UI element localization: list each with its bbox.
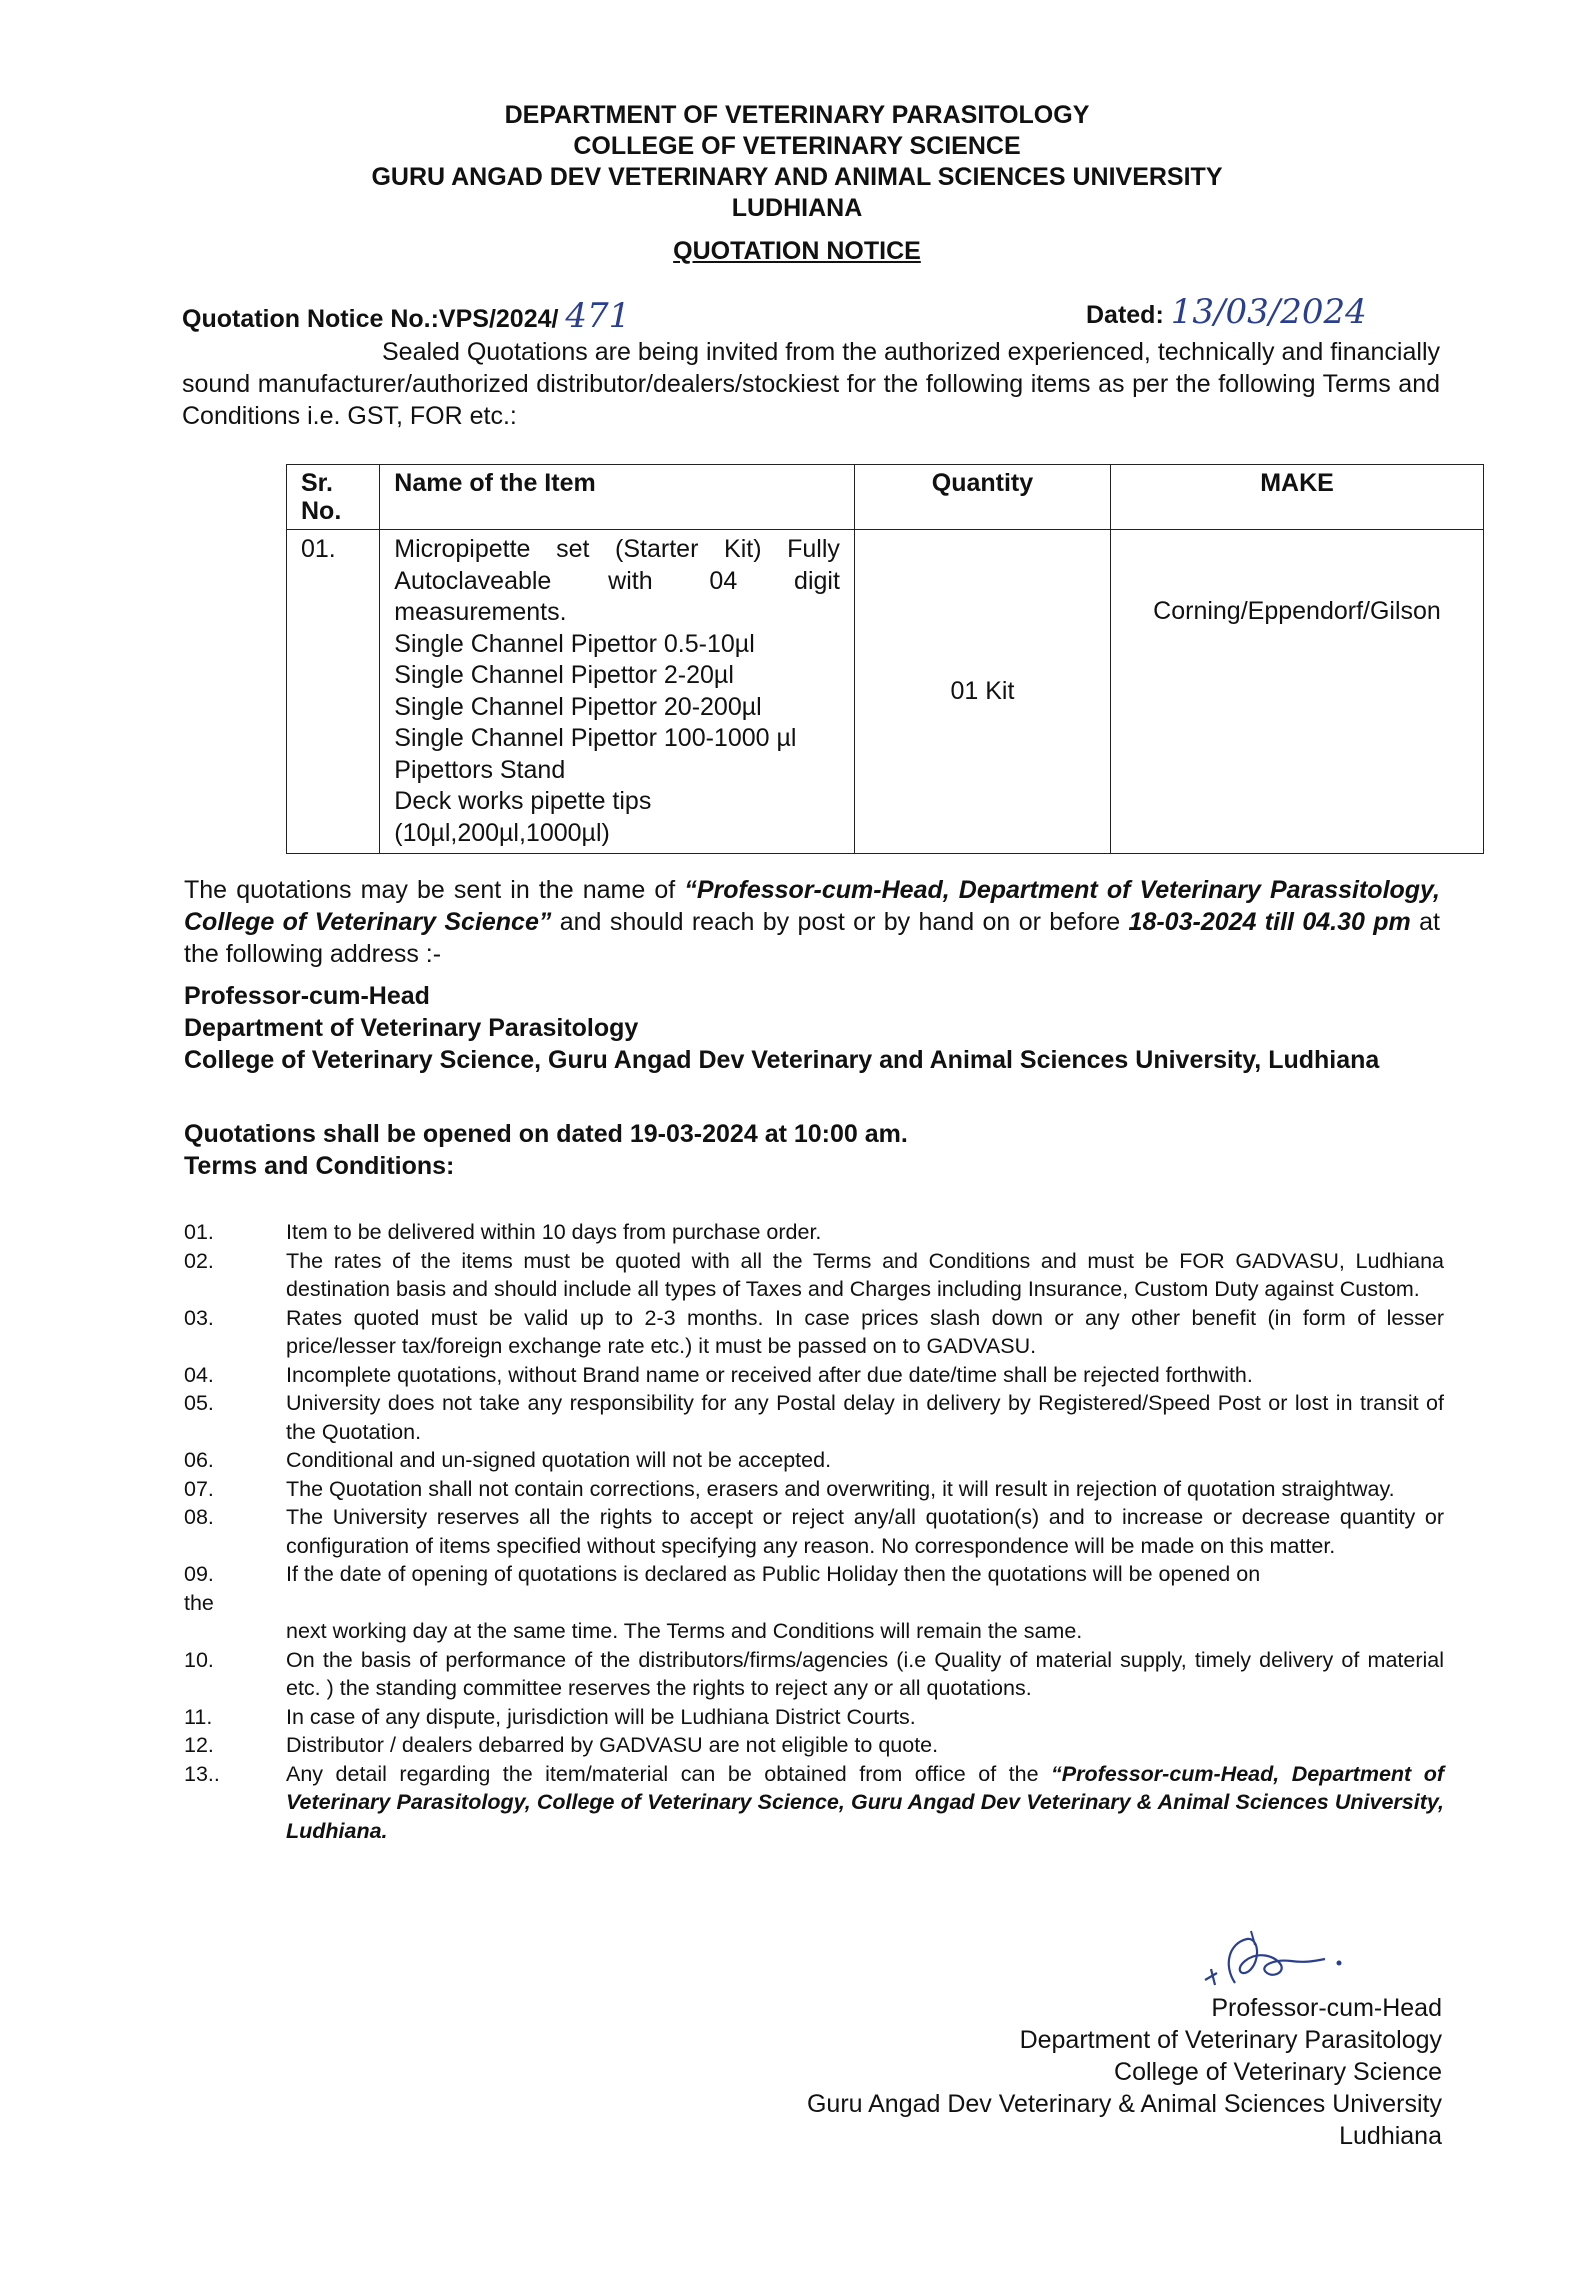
term-text: The rates of the items must be quoted with all the Terms and Conditions and must be FOR GADVASU, Ludhiana destination basis and should include all types of Taxes and Charges including Insurance, Custom Duty against Custom.	[286, 1248, 1444, 1301]
term-item	[184, 1304, 1444, 1361]
item-line: Single Channel Pipettor 100-1000 µl	[394, 724, 797, 752]
term-text: The Quotation shall not contain corrections, erasers and overwriting, it will result in rejection of quotation straightway.	[286, 1476, 1395, 1501]
term-item-continued	[184, 1617, 1444, 1646]
address-line: Department of Veterinary Parasitology	[184, 1014, 639, 1042]
submission-deadline: 18-03-2024 till 04.30 pm	[1128, 908, 1411, 936]
terms-list	[184, 1218, 1444, 1845]
department-name: DEPARTMENT OF VETERINARY PARASITOLOGY	[504, 101, 1090, 129]
term-number: 11.	[184, 1704, 213, 1729]
term-text: Rates quoted must be valid up to 2-3 months. In case prices slash down or any other benefit (in form of lesser price/lesser tax/foreign exchange rate etc.) it must be passed on to GADVASU.	[286, 1305, 1444, 1358]
item-line: (10µl,200µl,1000µl)	[394, 818, 610, 847]
notice-number-handwritten: 471	[565, 296, 631, 336]
term-item	[184, 1361, 1444, 1390]
notice-date	[1086, 292, 1367, 332]
city-name: LUDHIANA	[731, 194, 863, 222]
signature-scribble-icon	[1195, 1925, 1385, 1995]
signatory-department: Department of Veterinary Parasitology	[1019, 2026, 1442, 2054]
cell-make	[1110, 530, 1483, 854]
address-line: College of Veterinary Science, Guru Angad Dev Veterinary and Animal Sciences University, Ludhiana	[184, 1046, 1380, 1074]
term-number: 07.	[184, 1476, 214, 1501]
header-quantity: Quantity	[854, 465, 1110, 530]
notice-number-label: Quotation Notice No.:VPS/2024/	[182, 305, 559, 333]
term-text: Conditional and un-signed quotation will not be accepted.	[286, 1448, 832, 1472]
term-text	[286, 1760, 1444, 1846]
submission-paragraph	[184, 874, 1440, 970]
notice-number	[182, 296, 630, 336]
term-text: Distributor / dealers debarred by GADVASU are not eligible to quote.	[286, 1733, 939, 1757]
notice-title: QUOTATION NOTICE	[673, 237, 921, 265]
term-item-continued	[184, 1589, 1444, 1618]
term-number: 12.	[184, 1733, 214, 1757]
signatory-college: College of Veterinary Science	[1114, 2058, 1442, 2086]
college-name: COLLEGE OF VETERINARY SCIENCE	[573, 132, 1021, 160]
signatory-title: Professor-cum-Head	[1211, 1994, 1442, 2022]
term-text: University does not take any responsibility for any Postal delay in delivery by Registered/Speed Post or lost in transit of the Quotation.	[286, 1391, 1444, 1444]
item-line: Single Channel Pipettor 20-200µl	[394, 692, 762, 721]
term-item	[184, 1703, 1444, 1732]
item-line: Single Channel Pipettor 2-20µl	[394, 661, 734, 689]
terms-heading: Terms and Conditions:	[184, 1152, 455, 1180]
term-item	[184, 1247, 1444, 1304]
header-sr-no: Sr. No.	[287, 465, 380, 530]
items-table	[286, 464, 1484, 854]
term-text: On the basis of performance of the distributors/firms/agencies (i.e Quality of material supply, timely delivery of material etc. ) the standing committee reserves the rights to reject any or all quotations.	[286, 1647, 1444, 1700]
item-description: Micropipette set (Starter Kit) Fully Autoclaveable with 04 digit measurements.	[394, 535, 840, 626]
term-item	[184, 1503, 1444, 1560]
term-text-emphasis: “Professor-cum-Head, Department of Veterinary Parasitology, College of Veterinary Science, Guru Angad Dev Veterinary & Animal Sciences University, Ludhiana.	[286, 1761, 1444, 1843]
table-row	[287, 530, 1484, 854]
term-item	[184, 1446, 1444, 1475]
table-header-row	[287, 465, 1484, 530]
intro-paragraph	[182, 336, 1440, 432]
term-text-plain: Any detail regarding the item/material can be obtained from office of the	[286, 1761, 1052, 1786]
header-item-name: Name of the Item	[380, 465, 855, 530]
term-text: In case of any dispute, jurisdiction will be Ludhiana District Courts.	[286, 1704, 916, 1729]
term-item	[184, 1646, 1444, 1703]
university-name: GURU ANGAD DEV VETERINARY AND ANIMAL SCIENCES UNIVERSITY	[371, 163, 1223, 191]
term-item	[184, 1560, 1444, 1589]
term-item	[184, 1389, 1444, 1446]
cell-sr-no: 01.	[287, 530, 380, 854]
document-header	[0, 100, 1594, 267]
term-number: 03.	[184, 1305, 214, 1330]
term-number: 04.	[184, 1362, 214, 1387]
signatory-city: Ludhiana	[1339, 2122, 1442, 2150]
term-number: 13..	[184, 1761, 220, 1786]
item-line: Pipettors Stand	[394, 755, 566, 784]
term-number: 02.	[184, 1248, 214, 1273]
term-number: 06.	[184, 1448, 214, 1472]
term-item	[184, 1760, 1444, 1846]
submission-text: The quotations may be sent in the name of	[184, 876, 685, 904]
item-line: Single Channel Pipettor 0.5-10µl	[394, 629, 755, 658]
term-overflow-word: the	[184, 1590, 214, 1615]
intro-text: Sealed Quotations are being invited from the authorized experienced, technically and financially sound manufacturer/authorized distributor/dealers/stockiest for the following items as per the following Terms and Conditions i.e. GST, FOR etc.:	[182, 338, 1440, 430]
term-item	[184, 1731, 1444, 1760]
cell-quantity: 01 Kit	[854, 530, 1110, 854]
term-item	[184, 1218, 1444, 1247]
cell-item-name	[380, 530, 855, 854]
term-number: 09.	[184, 1562, 214, 1586]
term-text: next working day at the same time. The Terms and Conditions will remain the same.	[286, 1619, 1083, 1643]
term-item	[184, 1475, 1444, 1504]
term-number: 01.	[184, 1220, 214, 1244]
signature-block	[807, 1992, 1442, 2152]
term-text: The University reserves all the rights to accept or reject any/all quotation(s) and to increase or decrease quantity or configuration of items specified without specifying any reason. No correspondence will be made on this matter.	[286, 1505, 1444, 1558]
term-text: Item to be delivered within 10 days from purchase order.	[286, 1220, 822, 1244]
addressee-name: “Professor-cum-Head, Department of Veterinary Parassitology, College of Veterinary Science”	[184, 876, 1440, 936]
term-text: If the date of opening of quotations is declared as Public Holiday then the quotations will be opened on	[286, 1562, 1261, 1586]
opening-info	[184, 1118, 908, 1182]
submission-text: and should reach by post or by hand on or before	[551, 908, 1129, 936]
term-number: 10.	[184, 1647, 214, 1672]
signatory-university: Guru Angad Dev Veterinary & Animal Sciences University	[806, 2090, 1442, 2118]
header-make: MAKE	[1110, 465, 1483, 530]
submission-text: at the following address :-	[184, 908, 1440, 968]
opening-date: Quotations shall be opened on dated 19-03-2024 at 10:00 am.	[184, 1120, 908, 1148]
notice-date-handwritten: 13/03/2024	[1170, 292, 1367, 332]
address-line: Professor-cum-Head	[184, 982, 430, 1010]
term-number: 08.	[184, 1505, 214, 1529]
item-line: Deck works pipette tips	[394, 787, 652, 815]
postal-address	[184, 980, 1444, 1076]
make-value: Corning/Eppendorf/Gilson	[1153, 597, 1441, 625]
notice-date-label: Dated:	[1086, 301, 1164, 329]
term-number: 05.	[184, 1391, 214, 1415]
term-text: Incomplete quotations, without Brand name or received after due date/time shall be rejected forthwith.	[286, 1362, 1253, 1387]
